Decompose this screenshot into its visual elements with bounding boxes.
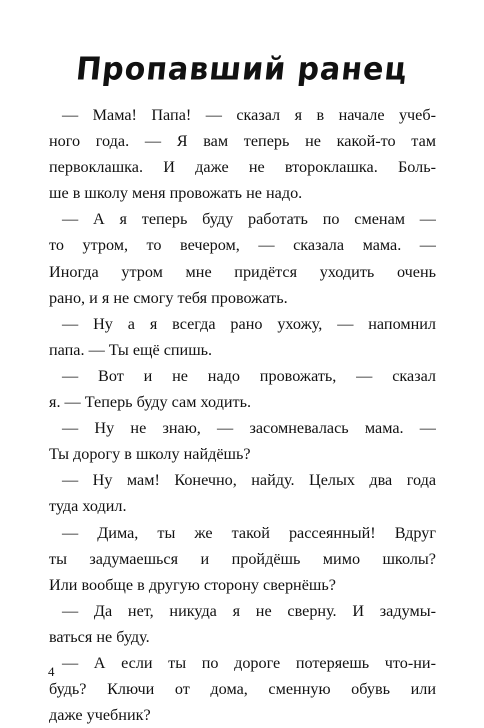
text-line: первоклашка. И даже не второклашка. Боль- (49, 158, 436, 177)
text-line: я. — Теперь буду сам ходить. (49, 393, 252, 412)
text-line: ше в школу меня провожать не надо. (49, 184, 303, 203)
chapter-title: Пропавший ранец (74, 51, 410, 88)
page-number: 4 (48, 664, 55, 679)
text-line: ты задумаешься и пройдёшь мимо школы? (49, 549, 436, 568)
text-line: даже учебник? (49, 706, 151, 725)
text-line: Или вообще в другую сторону свернёшь? (49, 575, 336, 594)
text-line: ного года. — Я вам теперь не какой-то там (49, 132, 436, 151)
text-line: ваться не буду. (49, 627, 150, 646)
text-line: Ты дорогу в школу найдёшь? (49, 445, 251, 464)
text-line: туда ходил. (49, 497, 127, 516)
text-line: — Ну не знаю, — засомневалась мама. — (62, 419, 436, 438)
text-line: — Мама! Папа! — сказал я в начале учеб- (62, 106, 436, 124)
text-line: — Ну а я всегда рано ухожу, — напомнил (62, 314, 436, 333)
text-line: — А если ты по дороге потеряешь что-ни- (62, 653, 436, 672)
text-line: будь? Ключи от дома, сменную обувь или (49, 680, 436, 699)
text-line: то утром, то вечером, — сказала мама. — (49, 236, 436, 255)
text-line: — Дима, ты же такой рассеянный! Вдруг (62, 523, 436, 542)
text-line: — А я теперь буду работать по сменам — (62, 210, 436, 229)
text-line: — Ну мам! Конечно, найду. Целых два года (62, 471, 436, 490)
chapter-text (49, 102, 436, 728)
text-line: рано, и я не смогу тебя провожать. (49, 288, 288, 307)
text-line: — Вот и не надо провожать, — сказал (62, 366, 436, 385)
text-line: Иногда утром мне придётся уходить очень (49, 262, 436, 281)
text-line: — Да нет, никуда я не сверну. И задумы- (62, 601, 436, 620)
text-line: папа. — Ты ещё спишь. (49, 340, 213, 359)
